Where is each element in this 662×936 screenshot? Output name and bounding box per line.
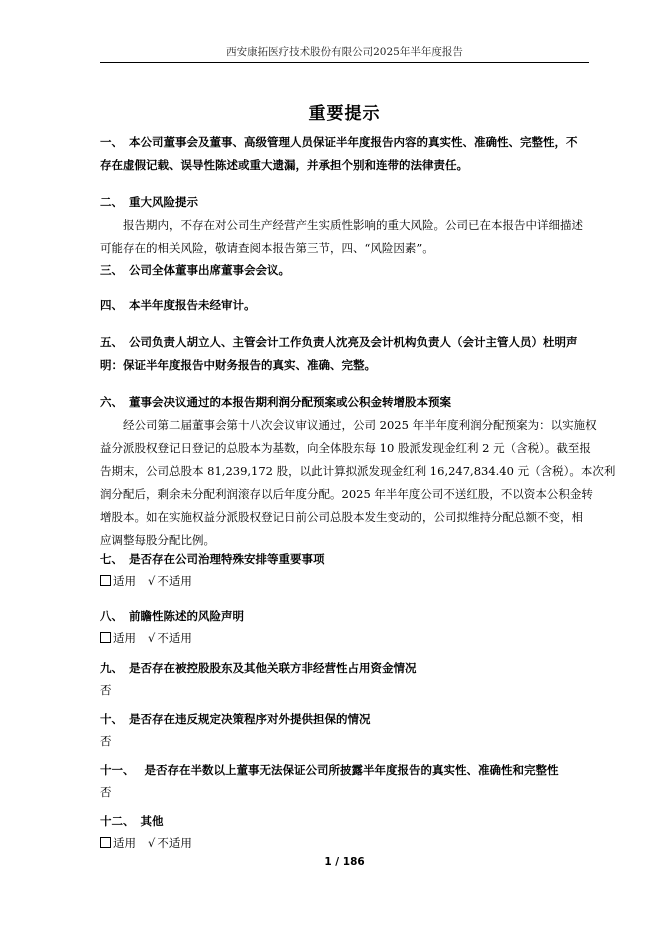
- section-7-number: 七、: [100, 552, 123, 566]
- section-6-body: [100, 414, 616, 552]
- page-number: 1 / 186: [324, 856, 365, 868]
- section-4-number: 四、: [100, 298, 123, 312]
- header-divider: [100, 62, 589, 63]
- section-7-heading-text: 是否存在公司治理特殊安排等重要事项: [129, 552, 325, 566]
- checkbox-icon: [100, 837, 111, 848]
- section-11: [100, 759, 590, 802]
- section-9: [100, 657, 590, 700]
- section-6-line-6: 应调整每股分配比例。: [100, 533, 215, 547]
- section-10-heading: [100, 708, 590, 731]
- option-applicable: 适用: [113, 631, 136, 645]
- section-7-heading: [100, 548, 590, 571]
- section-4-heading-text: 本半年度报告未经审计。: [129, 298, 256, 312]
- section-8: [100, 605, 590, 648]
- section-2-number: 二、: [100, 195, 123, 209]
- section-7-options: [100, 571, 590, 591]
- section-11-heading-text: 是否存在半数以上董事无法保证公司所披露半年度报告的真实性、准确性和完整性: [144, 763, 559, 777]
- option-not-applicable: 不适用: [157, 574, 192, 588]
- section-2-heading: [100, 191, 590, 214]
- section-5: [100, 331, 590, 377]
- section-6: [100, 391, 616, 552]
- section-3: [100, 259, 590, 282]
- section-10-number: 十、: [100, 712, 123, 726]
- section-6-heading-text: 董事会决议通过的本报告期利润分配预案或公积金转增股本预案: [129, 395, 451, 409]
- section-1: [100, 131, 590, 177]
- section-6-heading: [100, 391, 590, 414]
- section-5-number: 五、: [100, 335, 123, 349]
- section-8-options: [100, 628, 590, 648]
- section-6-line-1: 经公司第二届董事会第十八次会议审议通过，公司 2025 年半年度利润分配预案为：以实施权: [123, 418, 597, 432]
- page-title: 重要提示: [308, 104, 381, 124]
- section-2-line-1: 报告期内，不存在对公司生产经营产生实质性影响的重大风险。公司已在本报告中详细描述: [123, 218, 583, 232]
- option-not-applicable: 不适用: [157, 836, 192, 850]
- section-6-line-3: 告期末，公司总股本 81,239,172 股，以此计算拟派发现金红利 16,247,834.40 元（含税）。本次利: [100, 464, 616, 478]
- section-1-line-2: 存在虚假记载、误导性陈述或重大遗漏，并承担个别和连带的法律责任。: [100, 158, 468, 172]
- section-2-body: [100, 214, 590, 260]
- section-6-number: 六、: [100, 395, 123, 409]
- checkbox-icon: [100, 632, 111, 643]
- section-1-number: 一、: [100, 135, 123, 149]
- option-not-applicable: 不适用: [157, 631, 192, 645]
- section-9-heading-text: 是否存在被控股股东及其他关联方非经营性占用资金情况: [129, 661, 417, 675]
- section-9-heading: [100, 657, 590, 680]
- check-mark-icon: √: [148, 836, 156, 850]
- option-applicable: 适用: [113, 574, 136, 588]
- section-3-heading-text: 公司全体董事出席董事会会议。: [129, 263, 290, 277]
- section-3-number: 三、: [100, 263, 123, 277]
- option-applicable: 适用: [113, 836, 136, 850]
- section-10-heading-text: 是否存在违反规定决策程序对外提供担保的情况: [129, 712, 371, 726]
- section-6-line-5: 增股本。如在实施权益分派股权登记日前公司总股本发生变动的，公司拟维持分配总额不变，相: [100, 510, 583, 524]
- section-9-answer: 否: [100, 683, 112, 697]
- section-11-answer: 否: [100, 785, 112, 799]
- section-2: [100, 191, 590, 260]
- section-11-heading: [100, 759, 590, 782]
- section-12-number: 十二、: [100, 814, 135, 828]
- section-12: [100, 810, 590, 853]
- section-5-line-2: 明：保证半年度报告中财务报告的真实、准确、完整。: [100, 358, 376, 372]
- section-7: [100, 548, 590, 591]
- section-8-heading-text: 前瞻性陈述的风险声明: [129, 609, 244, 623]
- checkbox-icon: [100, 575, 111, 586]
- section-1-line-1: 本公司董事会及董事、高级管理人员保证半年度报告内容的真实性、准确性、完整性，不: [129, 135, 578, 149]
- section-11-number: 十一、: [100, 763, 135, 777]
- check-mark-icon: √: [148, 574, 156, 588]
- check-mark-icon: √: [148, 631, 156, 645]
- section-6-line-4: 润分配后，剩余未分配利润滚存以后年度分配。2025 年半年度公司不送红股，不以资本公积金转: [100, 487, 593, 501]
- section-4: [100, 294, 590, 317]
- section-9-number: 九、: [100, 661, 123, 675]
- page-header: 西安康拓医疗技术股份有限公司2025年半年度报告: [226, 46, 463, 58]
- section-10-answer: 否: [100, 734, 112, 748]
- section-2-heading-text: 重大风险提示: [129, 195, 198, 209]
- section-8-number: 八、: [100, 609, 123, 623]
- section-2-line-2: 可能存在的相关风险，敬请查阅本报告第三节，四、“风险因素”。: [100, 241, 434, 255]
- section-8-heading: [100, 605, 590, 628]
- section-6-line-2: 益分派股权登记日登记的总股本为基数，向全体股东每 10 股派发现金红利 2 元（含税）。截至报: [100, 441, 591, 455]
- section-12-heading: [100, 810, 590, 833]
- section-12-heading-text: 其他: [140, 814, 164, 828]
- section-10: [100, 708, 590, 751]
- section-12-options: [100, 833, 590, 853]
- section-5-line-1: 公司负责人胡立人、主管会计工作负责人沈亮及会计机构负责人（会计主管人员）杜明声: [129, 335, 578, 349]
